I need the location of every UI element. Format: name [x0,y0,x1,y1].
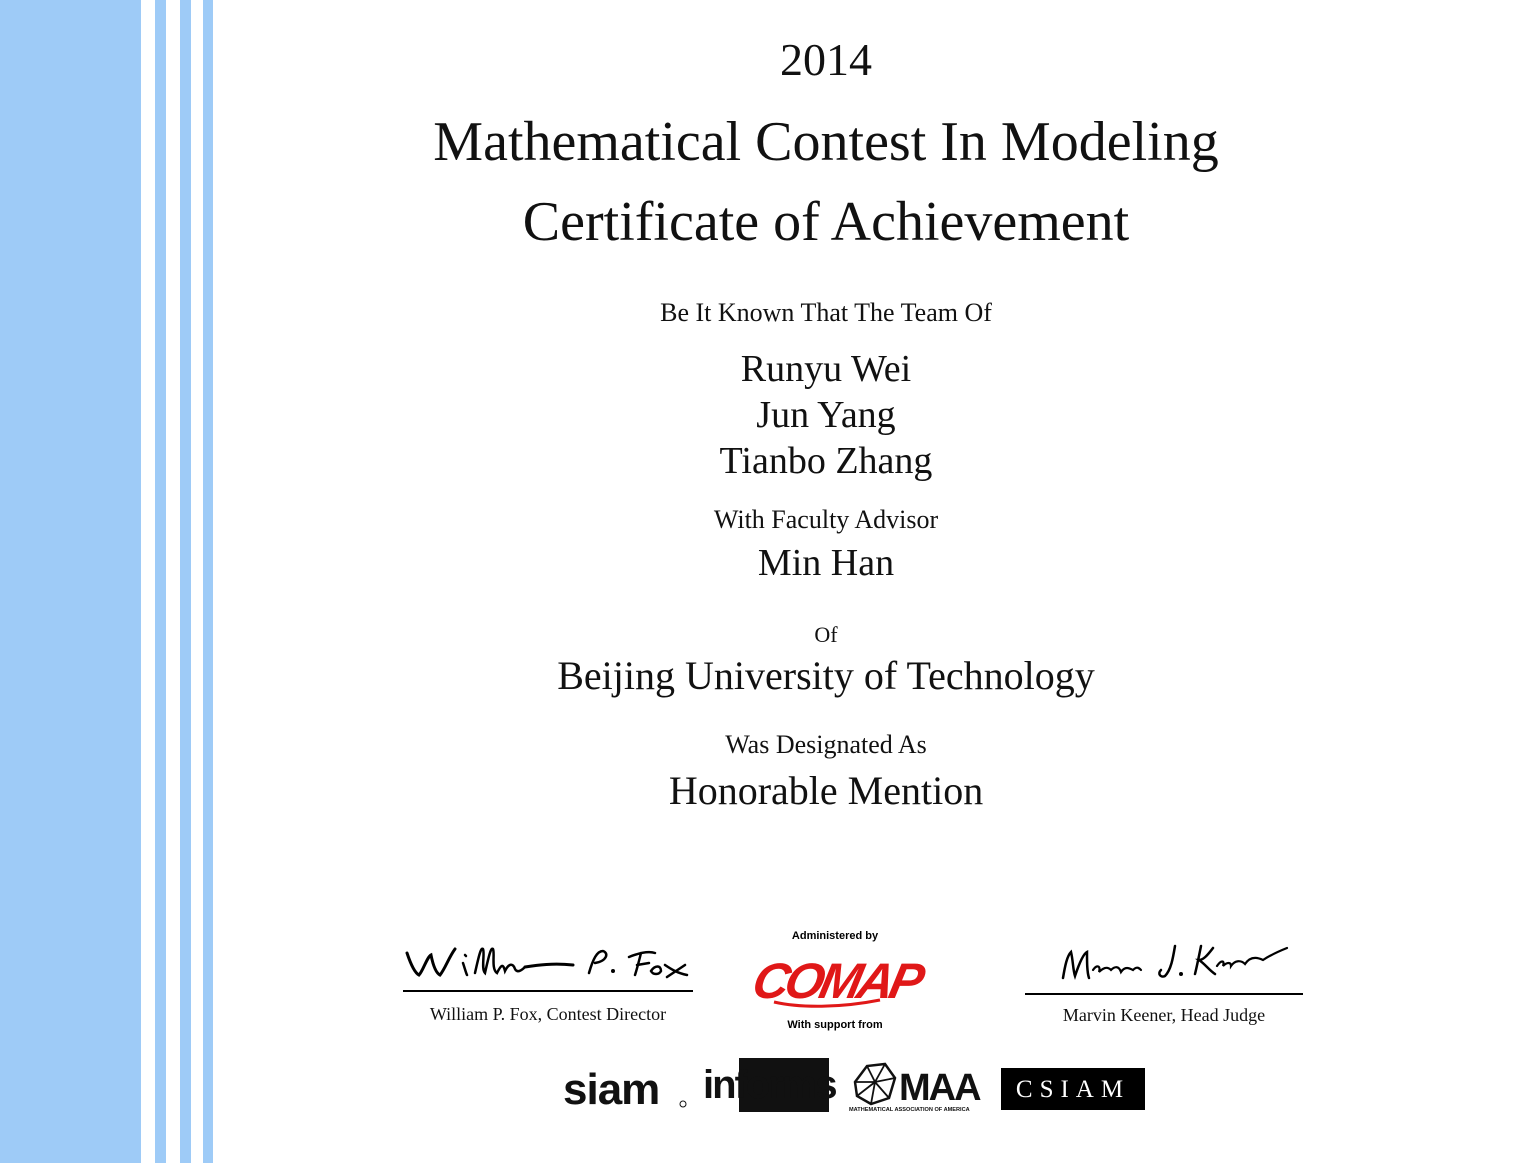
advisor-label: With Faculty Advisor [713,505,939,534]
decorative-stripe [180,0,191,1163]
siam-logo [563,1066,689,1115]
decorative-stripe-wide [0,0,141,1163]
certificate-title: Certificate of Achievement [522,191,1130,253]
comap-block [747,930,926,1031]
signature-line [1025,993,1303,995]
certificate-year: 2014 [780,34,872,85]
designated-label: Was Designated As [725,730,927,759]
decorative-stripe [155,0,166,1163]
maa-logo-text: MAA [899,1067,980,1109]
csiam-logo-text: CSIAM [1015,1076,1131,1103]
institution-name: Beijing University of Technology [557,653,1095,698]
director-caption: William P. Fox, Contest Director [429,1004,667,1024]
maa-logo-subtitle: MATHEMATICAL ASSOCIATION OF AMERICA [849,1107,970,1113]
of-label: Of [814,622,838,647]
director-signature-block [403,935,693,1025]
comap-logo [747,942,926,1014]
director-signature-image [403,935,693,985]
team-member: Runyu Wei [740,348,912,390]
designation: Honorable Mention [668,768,984,813]
with-support-label: With support from [787,1019,883,1031]
contest-name: Mathematical Contest In Modeling [433,111,1219,173]
informs-logo [703,1058,839,1119]
advisor-name: Min Han [757,542,895,584]
signature-line [403,990,693,992]
informs-logo-text: informs [703,1063,836,1107]
judge-signature-image [1025,930,1303,988]
comap-logo-text: COMAP [747,952,926,1009]
judge-caption: Marvin Keener, Head Judge [1062,1005,1266,1025]
decorative-stripe [203,0,213,1163]
team-intro: Be It Known That The Team Of [660,298,992,327]
administered-by-label: Administered by [791,930,879,942]
siam-logo-text: siam [563,1065,660,1114]
team-member: Jun Yang [756,394,896,436]
maa-logo [849,1060,985,1119]
judge-signature-block [1025,930,1303,1026]
team-member: Tianbo Zhang [719,440,933,482]
csiam-logo [1001,1068,1145,1115]
sponsor-logos [563,1058,1153,1114]
